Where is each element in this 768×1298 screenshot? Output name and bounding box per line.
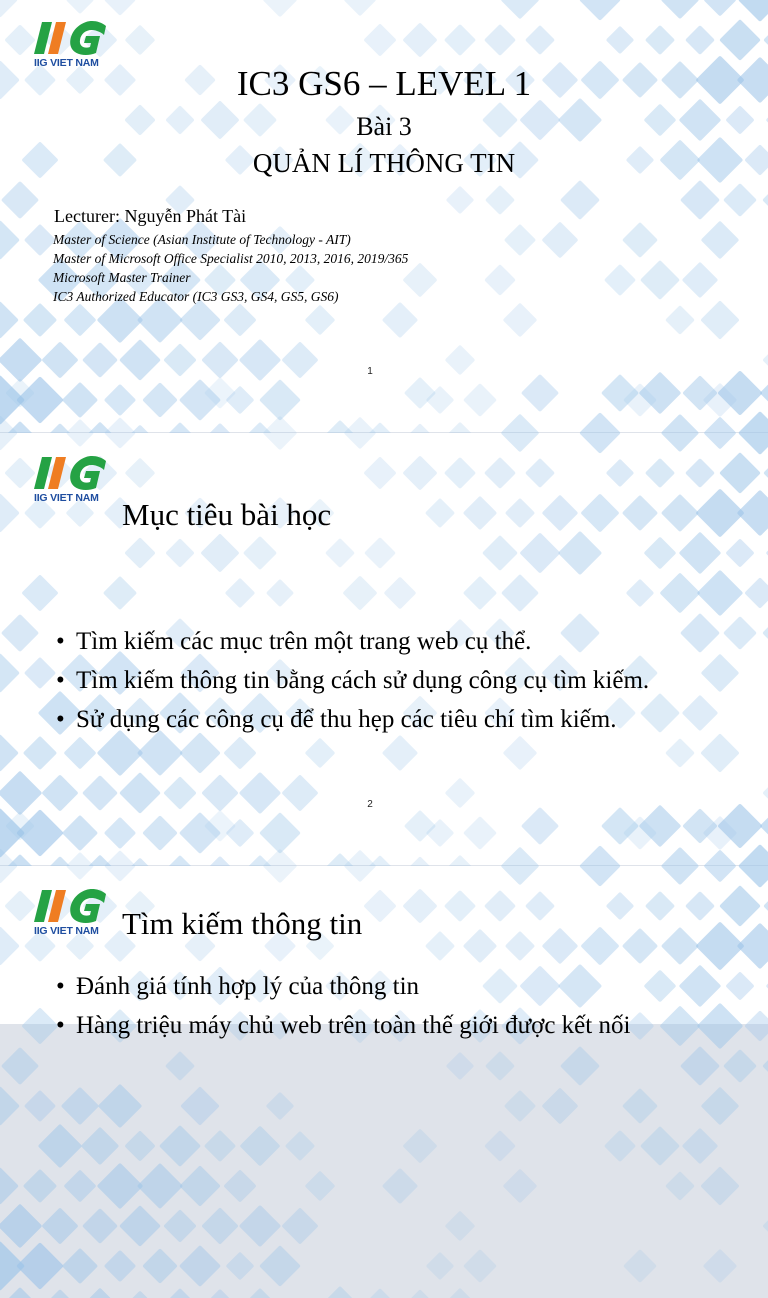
page-number: 1 [0,366,740,377]
diamond-pattern-background [0,866,768,1298]
slide-heading: Mục tiêu bài học [122,497,331,533]
slide-3 [0,866,768,1024]
slide-heading: Tìm kiếm thông tin [122,906,362,942]
bullet-item: • Tìm kiếm các mục trên một trang web cụ thể. [56,625,698,658]
lesson-topic: QUẢN LÍ THÔNG TIN [0,148,768,179]
iig-logo-icon [34,20,110,56]
logo-text: IIG VIET NAM [34,925,114,937]
iig-logo-icon [34,455,110,491]
credential-line: Master of Microsoft Office Specialist 2010, 2013, 2016, 2019/365 [53,251,408,267]
bullet-list [56,625,698,742]
logo-text: IIG VIET NAM [34,492,114,504]
course-title: IC3 GS6 – LEVEL 1 [0,64,768,104]
lecturer-name: Lecturer: Nguyễn Phát Tài [54,206,246,227]
lesson-number: Bài 3 [0,112,768,142]
credential-line: Microsoft Master Trainer [53,270,191,286]
slide-2 [0,433,768,865]
iig-logo [34,888,110,940]
page-number: 2 [0,799,740,810]
logo-text: IIG VIET NAM [34,57,114,69]
bullet-item: • Đánh giá tính hợp lý của thông tin [56,970,698,1003]
credential-line: IC3 Authorized Educator (IC3 GS3, GS4, GS5, GS6) [53,289,338,305]
bullet-list [56,970,698,1048]
bullet-item: • Sử dụng các công cụ để thu hẹp các tiêu chí tìm kiếm. [56,703,698,736]
slide-1 [0,0,768,432]
credential-line: Master of Science (Asian Institute of Technology - AIT) [53,232,351,248]
iig-logo [34,455,110,507]
iig-logo-icon [34,888,110,924]
bullet-item: • Tìm kiếm thông tin bằng cách sử dụng công cụ tìm kiếm. [56,664,698,697]
bullet-item: • Hàng triệu máy chủ web trên toàn thế giới được kết nối [56,1009,698,1042]
